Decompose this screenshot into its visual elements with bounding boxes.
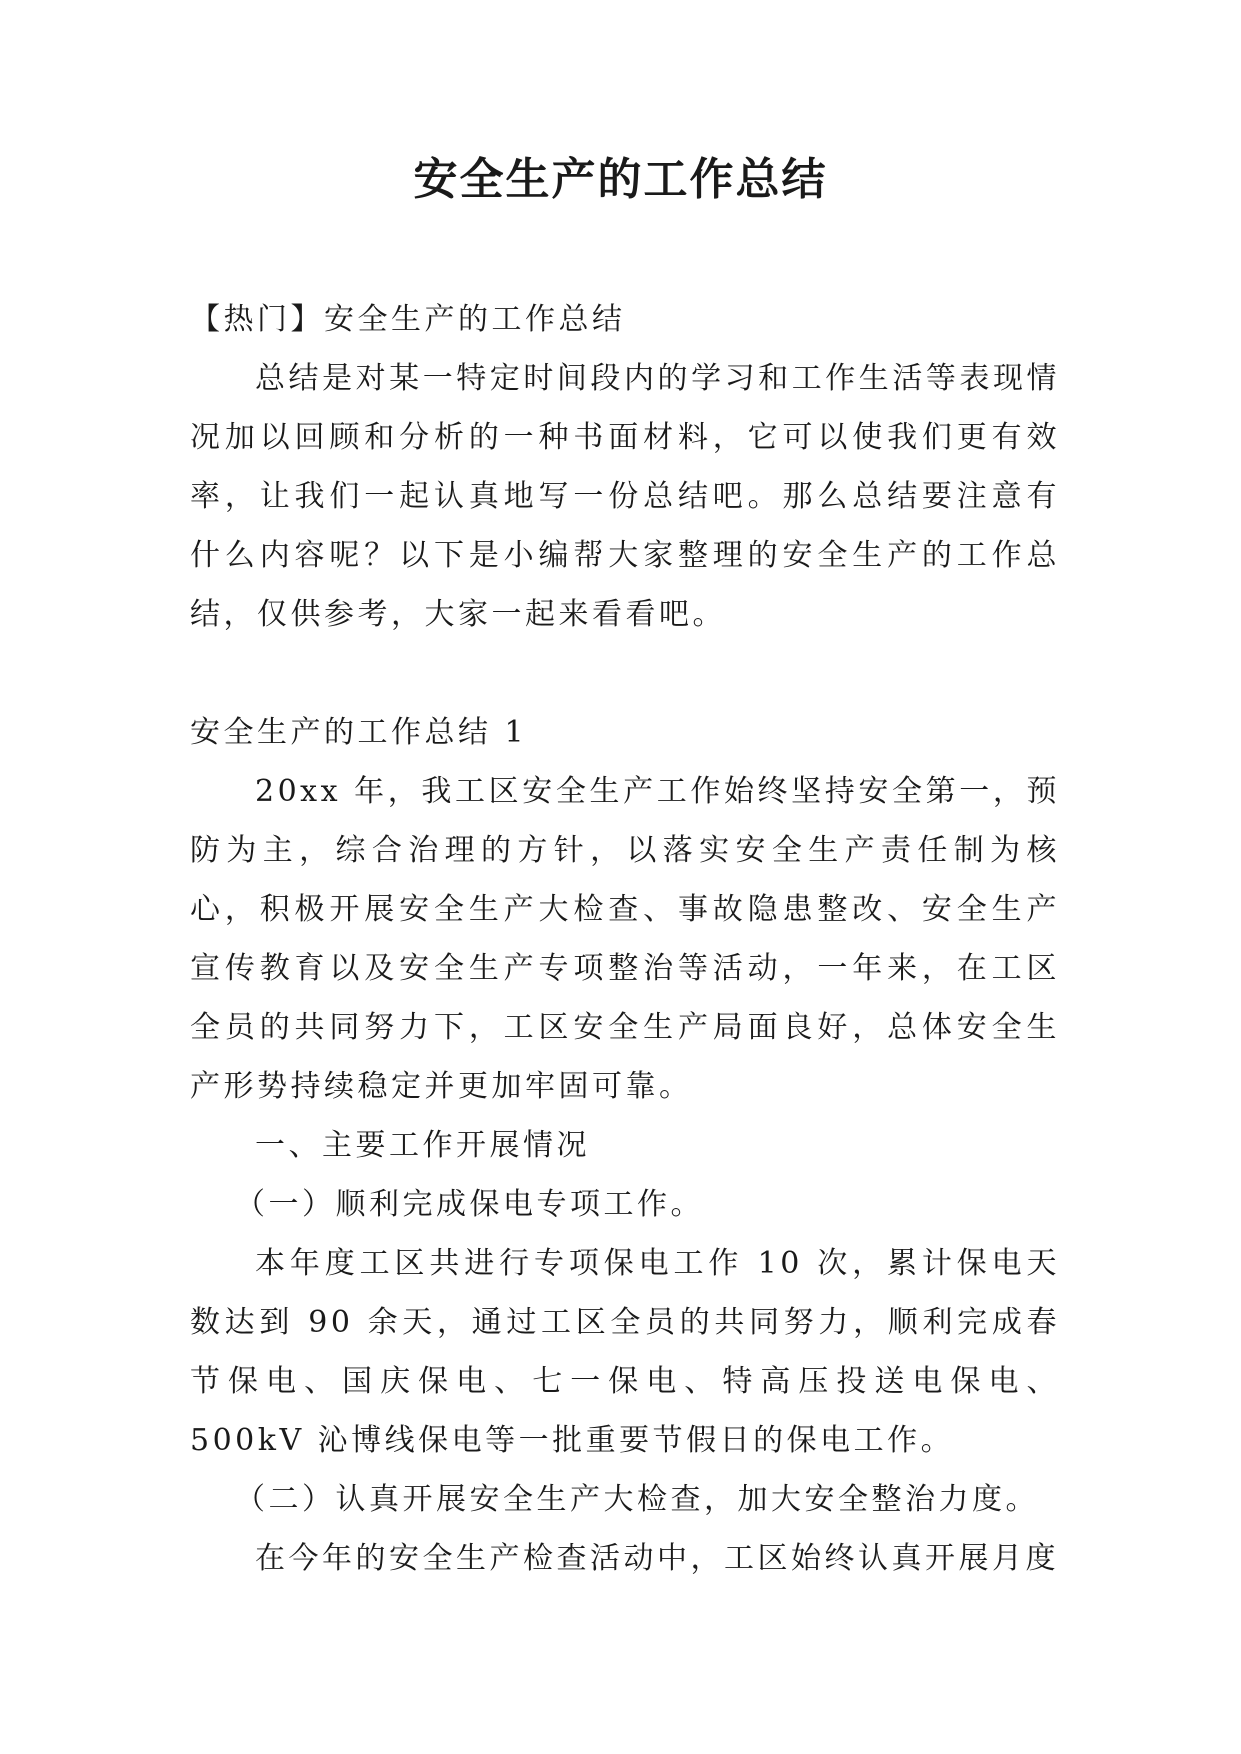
main-heading: 一、主要工作开展情况 — [255, 1128, 590, 1163]
intro-paragraph: 总结是对某一特定时间段内的学习和工作生活等表现情况加以回顾和分析的一种书面材料，它可以使我们更有效率，让我们一起认真地写一份总结吧。那么总结要注意有什么内容呢？以下是小编帮大家整理的安全生产的工作总结，仅供参考，大家一起来看看吧。 — [190, 361, 1060, 632]
paragraph-3: 在今年的安全生产检查活动中，工区始终认真开展月度 — [255, 1541, 1059, 1576]
document-body — [190, 290, 1060, 1588]
document-title: 安全生产的工作总结 — [413, 154, 828, 205]
sub-heading-1: （一）顺利完成保电专项工作。 — [235, 1187, 704, 1222]
hot-line: 【热门】安全生产的工作总结 — [190, 302, 626, 337]
section-heading: 安全生产的工作总结 1 — [190, 715, 528, 750]
paragraph-1: 20xx 年，我工区安全生产工作始终坚持安全第一，预防为主，综合治理的方针，以落实安全生产责任制为核心，积极开展安全生产大检查、事故隐患整改、安全生产宣传教育以及安全生产专项整治等活动，一年来，在工区全员的共同努力下，工区安全生产局面良好，总体安全生产形势持续稳定并更加牢固可靠。 — [190, 774, 1060, 1104]
paragraph-2: 本年度工区共进行专项保电工作 10 次，累计保电天数达到 90 余天，通过工区全员的共同努力，顺利完成春节保电、国庆保电、七一保电、特高压投送电保电、500kV 沁博线保电等一批重要节假日的保电工作。 — [190, 1246, 1060, 1458]
spacer — [190, 644, 1060, 703]
sub-heading-2: （二）认真开展安全生产大检查，加大安全整治力度。 — [235, 1482, 1039, 1517]
